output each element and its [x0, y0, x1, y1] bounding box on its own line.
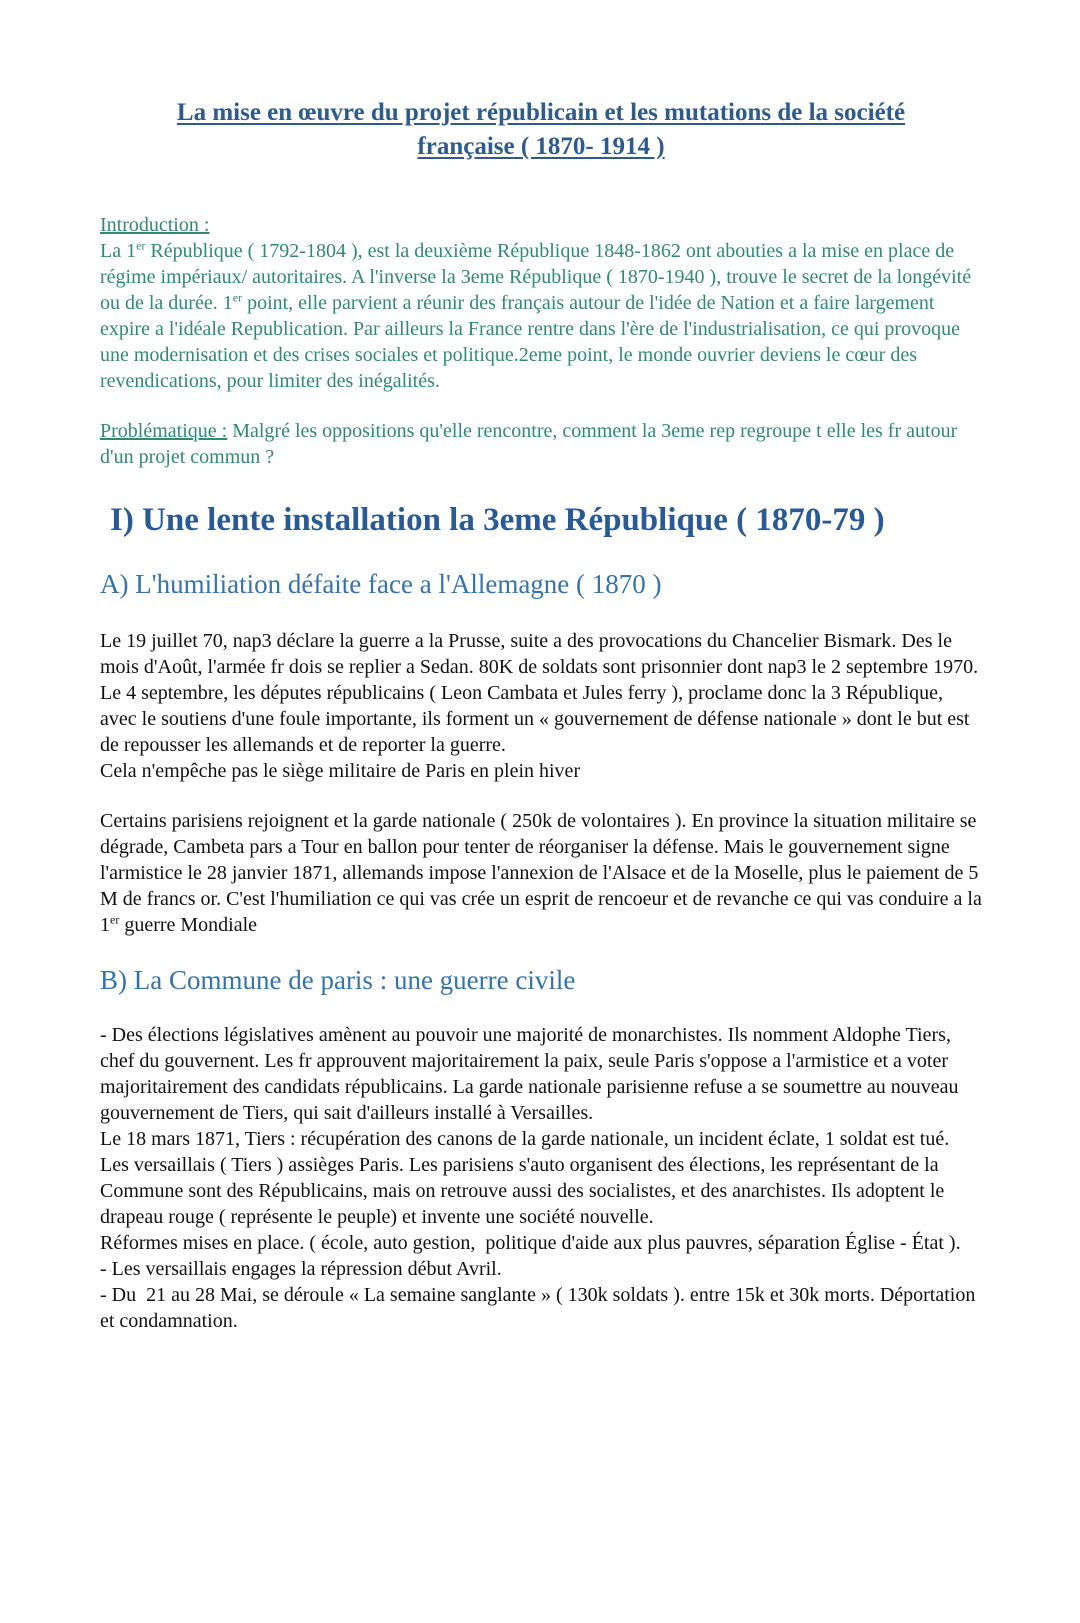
introduction-text-segment: point, elle parvient a réunir des français autour de l'idée de Nation et a faire largement expire a l'idéale Republication. Par ailleurs la France rentre dans l'ère de l'industrialisation, ce qui provoque une modernisation et des crises sociales et politique.2eme point, le monde ouvrier deviens le cœur des revendications, pour limiter des inégalités. — [100, 292, 965, 392]
introduction-text-segment: République ( 1792-1804 ), est la deuxième République 1848-1862 ont abouties a la mise en place de régime impériaux/ autoritaires. A l'inverse la 3eme République ( 1870-1940 ), trouve le secret de la longévité ou de la durée. 1 — [100, 240, 977, 314]
paragraph-line: Le 18 mars 1871, Tiers : récupération des canons de la garde nationale, un incident éclate, 1 soldat est tué. Les versaillais ( Tiers ) assièges Paris. Les parisiens s'auto organisent des élections, les représentant de la Commune sont des Républicains, mais on retrouve aussi des socialistes, et des anarchistes. Ils adoptent le drapeau rouge ( représente le peuple) et invente une société nouvelle. — [100, 1128, 955, 1228]
subsection-b-heading: B) La Commune de paris : une guerre civile — [100, 965, 576, 995]
section-1-heading: I) Une lente installation la 3eme République ( 1870-79 ) — [110, 502, 885, 538]
ordinal-superscript: er — [110, 912, 120, 927]
introduction-section — [100, 212, 982, 394]
paragraph-text-segment: guerre Mondiale — [119, 914, 258, 936]
introduction-heading-line — [100, 212, 982, 238]
ordinal-superscript: er — [232, 290, 243, 305]
paragraph-line: - Du 21 au 28 Mai, se déroule « La semaine sanglante » ( 130k soldats ). entre 15k et 30k morts. Déportation et condamnation. — [100, 1284, 981, 1332]
document-page — [0, 96, 1080, 1623]
introduction-paragraph — [100, 238, 982, 394]
problematique-label: Problématique : — [100, 420, 228, 442]
paragraph-line: Le 19 juillet 70, nap3 déclare la guerre a la Prusse, suite a des provocations du Chancelier Bismark. Des le mois d'Août, l'armée fr dois se replier a Sedan. 80K de soldats sont prisonnier dont nap3 le 2 septembre 1970. Le 4 septembre, les députes républicains ( Leon Cambata et Jules ferry ), proclame donc la 3 République, avec le soutiens d'une foule importante, ils forment un « gouvernement de défense nationale » dont le but est de repousser les allemands et de reporter la guerre. — [100, 630, 984, 756]
problematique-paragraph — [100, 418, 982, 470]
paragraph-line: - Des élections législatives amènent au pouvoir une majorité de monarchistes. Ils nomment Aldophe Tiers, chef du gouvernent. Les fr approuvent majoritairement la paix, seule Paris s'oppose a l'armistice et a voter majoritairement des candidats républicains. La garde nationale parisienne refuse a se soumettre au nouveau gouvernement de Tiers, qui sait d'ailleurs installé à Versailles. — [100, 1024, 964, 1124]
paragraph-line: - Les versaillais engages la répression début Avril. — [100, 1258, 502, 1280]
introduction-text-segment: La 1 — [100, 240, 137, 262]
problematique-text: Malgré les oppositions qu'elle rencontre, comment la 3eme rep regroupe t elle les fr autour d'un projet commun ? — [100, 420, 963, 468]
paragraph-line: Cela n'empêche pas le siège militaire de Paris en plein hiver — [100, 760, 581, 782]
subsection-a-paragraph-1 — [100, 628, 982, 784]
document-title: La mise en œuvre du projet républicain et les mutations de la société française ( 1870- 1914 ) — [176, 99, 906, 160]
problematique-section — [100, 418, 982, 470]
introduction-label: Introduction : — [100, 214, 210, 236]
ordinal-superscript: er — [136, 238, 146, 253]
subsection-a-paragraph-2 — [100, 808, 987, 938]
subsection-b-paragraph — [100, 1022, 982, 1334]
subsection-a-heading: A) L'humiliation défaite face a l'Allemagne ( 1870 ) — [100, 569, 662, 599]
paragraph-text-segment: Certains parisiens rejoignent et la garde nationale ( 250k de volontaires ). En province la situation militaire se dégrade, Cambeta pars a Tour en ballon pour tenter de réorganiser la défense. Mais le gouvernement signe l'armistice le 28 janvier 1871, allemands impose l'annexion de l'Alsace et de la Moselle, plus le paiement de 5 M de francs or. C'est l'humiliation ce qui vas crée un esprit de rencoeur et de revanche ce qui vas conduire a la 1 — [100, 810, 987, 936]
paragraph-line: Réformes mises en place. ( école, auto gestion, politique d'aide aux plus pauvres, séparation Église - État ). — [100, 1232, 961, 1254]
